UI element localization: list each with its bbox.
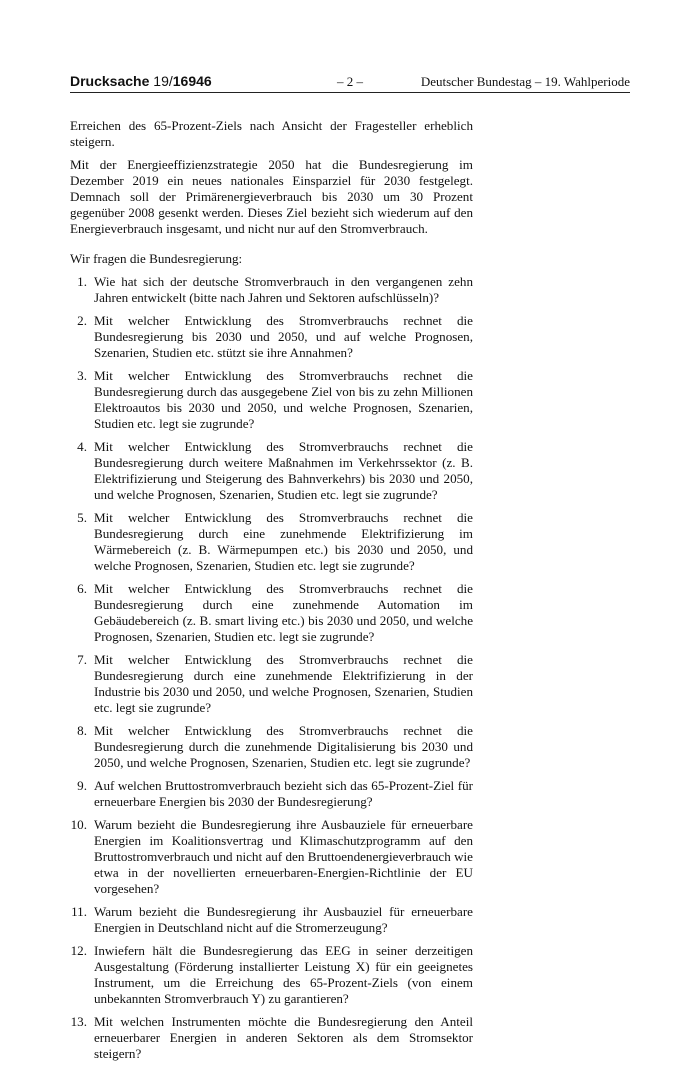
page-header [70,72,630,92]
body-paragraph: Erreichen des 65-Prozent-Ziels nach Ansicht der Fragesteller erheblich steigern. [70,118,473,149]
question-number: 13. [70,1014,87,1029]
question-text: Mit welcher Entwicklung des Stromverbrauchs rechnet die Bundesregierung durch weitere Maßnahmen im Verkehrssektor (z. B. Elektrifizierung und Steigerung des Bahnverkehrs) bis 2030 und 2050, und welche Prognosen, Szenarien, Studien etc. legt sie zugrunde? [94,439,473,502]
question-item [70,723,473,771]
question-number: 6. [77,581,87,596]
document-label: Drucksache [70,73,150,89]
question-text: Warum bezieht die Bundesregierung ihre Ausbauziele für erneuerbare Energien im Koalitionsvertrag und Klimaschutzprogramm auf den Bruttostromverbrauch und nicht auf den Bruttoendenergieverbrauch wie etwa in der novellierten erneuerbaren-Energien-Richtlinie der EU vorgesehen? [94,817,473,896]
question-text: Warum bezieht die Bundesregierung ihr Ausbauziel für erneuerbare Energien in Deutschland nicht auf die Stromerzeugung? [94,904,473,935]
question-item [70,778,473,810]
header-rule [70,92,630,93]
question-item [70,439,473,503]
question-text: Mit welcher Entwicklung des Stromverbrauchs rechnet die Bundesregierung durch eine zunehmende Automation im Gebäudebereich (z. B. smart living etc.) bis 2030 und 2050, und welche Prognosen, Szenarien, Studien etc. legt sie zugrunde? [94,581,473,644]
document-number-prefix: 19/ [153,73,173,89]
question-item [70,817,473,897]
question-text: Mit welcher Entwicklung des Stromverbrauchs rechnet die Bundesregierung bis 2030 und 2050, und auf welche Prognosen, Szenarien, Studien etc. stützt sie ihre Annahmen? [94,313,473,360]
question-number: 1. [77,274,87,289]
question-item [70,943,473,1007]
document-body [70,118,473,1069]
question-item [70,274,473,306]
question-number: 4. [77,439,87,454]
question-text: Mit welchen Instrumenten möchte die Bundesregierung den Anteil erneuerbarer Energien in anderen Sektoren als dem Stromsektor steigern? [94,1014,473,1061]
question-text: Mit welcher Entwicklung des Stromverbrauchs rechnet die Bundesregierung durch das ausgegebene Ziel von bis zu zehn Millionen Elektroautos bis 2030 und 2050, und welche Prognosen, Szenarien, Studien etc. legt sie zugrunde? [94,368,473,431]
question-number: 9. [77,778,87,793]
question-item [70,652,473,716]
question-text: Mit welcher Entwicklung des Stromverbrauchs rechnet die Bundesregierung durch eine zunehmende Elektrifizierung in der Industrie bis 2030 und 2050, und welche Prognosen, Szenarien, Studien etc. legt sie zugrunde? [94,652,473,715]
question-number: 7. [77,652,87,667]
document-number-value: 16946 [172,73,212,89]
question-text: Mit welcher Entwicklung des Stromverbrauchs rechnet die Bundesregierung durch eine zunehmende Elektrifizierung im Wärmebereich (z. B. Wärmepumpen etc.) bis 2030 und 2050, und welche Prognosen, Szenarien, Studien etc. legt sie zugrunde? [94,510,473,573]
body-paragraph: Mit der Energieeffizienzstrategie 2050 hat die Bundesregierung im Dezember 2019 ein neues nationales Einsparziel für 2030 festgelegt. Demnach soll der Primärenergieverbrauch bis 2030 um 30 Prozent gegenüber 2008 gesenkt werden. Dieses Ziel bezieht sich wiederum auf den Energieverbrauch insgesamt, und nicht nur auf den Stromverbrauch. [70,157,473,236]
document-number [70,72,212,90]
questions-intro: Wir fragen die Bundesregierung: [70,251,243,266]
question-list [70,274,473,1062]
question-number: 11. [71,904,87,919]
question-text: Auf welchen Bruttostromverbrauch bezieht sich das 65-Prozent-Ziel für erneuerbare Energien bis 2030 der Bundesregierung? [94,778,473,809]
question-number: 10. [70,817,87,832]
question-number: 8. [77,723,87,738]
question-text: Wie hat sich der deutsche Stromverbrauch in den vergangenen zehn Jahren entwickelt (bitte nach Jahren und Sektoren aufschlüsseln)? [94,274,473,305]
page-number: – 2 – [337,74,363,89]
question-item [70,510,473,574]
question-number: 2. [77,313,87,328]
question-text: Inwiefern hält die Bundesregierung das EEG in seiner derzeitigen Ausgestaltung (Förderung installierter Leistung X) für ein geeignetes Instrument, um die Erreichung des 65-Prozent-Ziels (von einem unbekannten Stromverbrauch Y) zu garantieren? [94,943,473,1006]
question-number: 3. [77,368,87,383]
question-item [70,368,473,432]
question-number: 5. [77,510,87,525]
question-item [70,313,473,361]
question-item [70,904,473,936]
question-number: 12. [70,943,87,958]
publisher: Deutscher Bundestag – 19. Wahlperiode [420,74,630,89]
question-text: Mit welcher Entwicklung des Stromverbrauchs rechnet die Bundesregierung durch die zunehmende Digitalisierung bis 2030 und 2050, und welche Prognosen, Szenarien, Studien etc. legt sie zugrunde? [94,723,473,770]
question-item [70,1014,473,1062]
question-item [70,581,473,645]
